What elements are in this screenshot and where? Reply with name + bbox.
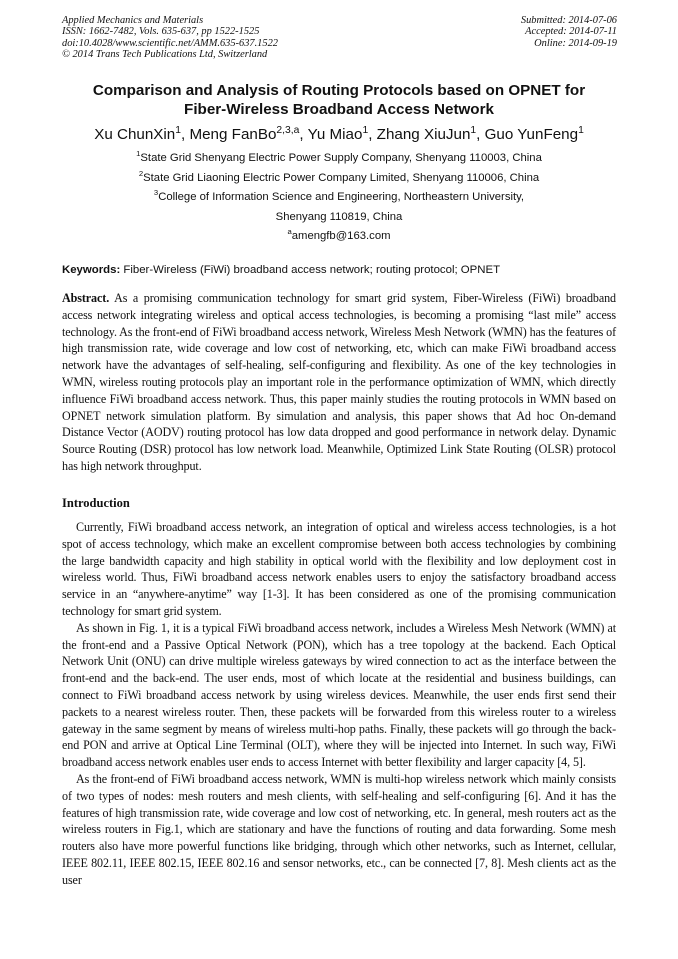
author-separator: , <box>299 126 308 143</box>
accepted-date: Accepted: 2014-07-11 <box>525 26 617 38</box>
author-list <box>20 125 658 145</box>
affiliation-text: State Grid Shenyang Electric Power Supply Company, Shenyang 110003, China <box>140 152 542 164</box>
affiliation-2 <box>30 169 648 184</box>
author-affiliation-mark: 1 <box>362 124 369 136</box>
journal-header-left <box>62 15 278 61</box>
author-affiliation-mark: 1 <box>470 124 477 136</box>
author-name: Guo YunFeng <box>484 126 579 143</box>
author-affiliation-mark: 2,3,a <box>276 124 300 136</box>
affiliation-1 <box>30 149 648 164</box>
keywords <box>62 264 622 276</box>
author-separator: , <box>476 126 485 143</box>
affiliation-mark: 1 <box>136 149 141 159</box>
keywords-text: Fiber-Wireless (FiWi) broadband access network; routing protocol; OPNET <box>120 264 501 276</box>
abstract-label: Abstract. <box>62 291 110 305</box>
issn-line: ISSN: 1662-7482, Vols. 635-637, pp 1522-1525 <box>62 26 260 38</box>
author-name: Yu Miao <box>307 126 363 143</box>
affiliation-3-continued: Shenyang 110819, China <box>275 211 403 223</box>
copyright-line: © 2014 Trans Tech Publications Ltd, Switzerland <box>62 49 268 61</box>
author-name: Zhang XiuJun <box>376 126 471 143</box>
author-separator: , <box>181 126 190 143</box>
author-separator: , <box>368 126 377 143</box>
paragraph: As the front-end of FiWi broadband access network, WMN is multi-hop wireless network which mainly consists of two types of nodes: mesh routers and mesh clients, with self-healing and self-configuring [6]. And it has the features of high transmission rate, wide coverage and low cost of networking, etc. In general, mesh routers act as the wireless routers in Fig.1, which are stationary and have the functions of routing and data forwarding. Some mesh routers also have more powerful functions like bridging, through which other networks, such as Internet, cellular, IEEE 802.11, IEEE 802.15, IEEE 802.16 and sensor networks, etc., can be connected [7, 8]. Mesh clients act as the user <box>62 771 616 887</box>
paragraph: Currently, FiWi broadband access network, an integration of optical and wireless access technologies, is a hot spot of access technology, which make an excellent compromise between both access technologies by combining the large bandwidth capacity and high stability in optical world with the flexibility and low deployment cost in wireless world. Thus, FiWi broadband access network enables users to enjoy the satisfactory broadband access service in an “anywhere-anytime” way [1-3]. It has been considered as one of the promising communication technology for smart grid system. <box>62 520 616 618</box>
introduction-body <box>62 519 616 889</box>
paragraph: As shown in Fig. 1, it is a typical FiWi broadband access network, includes a Wireless Mesh Network (WMN) at the front-end and a Passive Optical Network (PON), which has a tree topology at the backend. Each Optical Network Unit (ONU) can drive multiple wireless gateways by wired connection to act as the interface between the front-end and the back-end. The user ends, most of which locate at the residential and business buildings, can connect to FiWi broadband access network by using wireless devices. Meanwhile, the user ends first send their packets to a nearest wireless router. Then, these packets will be forwarded from this wireless router to a wireless gateway in the same segment by means of wireless multi-hop paths. Finally, these packets will go through the back-end PON and arrive at Optical Line Terminal (OLT), where they will be injected into Internet. In such way, FiWi broadband access network enables user ends to access Internet with better flexibility and larger capacity [4, 5]. <box>62 620 616 770</box>
section-heading-introduction: Introduction <box>62 496 130 510</box>
abstract-text: As a promising communication technology for smart grid system, Fiber-Wireless (FiWi) broadband access network integrating wireless and optical access technologies, is becoming a promising “last mile” access technology. As the front-end of FiWi broadband access network, Wireless Mesh Network (WMN) has the features of high transmission rate, wide coverage and low cost of networking, etc, which can make FiWi broadband access network have the advantages of self-healing, self-configuring and flexibility. As one of the key technologies in WMN, wireless routing protocols play an important role in the performance optimization of WMN, which directly influence FiWi broadband access network. Thus, this paper mainly studies the routing protocols in WMN based on OPNET network simulation platform. By simulation and analysis, this paper shows that Ad hoc On-demand Distance Vector (AODV) routing protocol has low data dropped and good performance in network delay. Dynamic Source Routing (DSR) protocol has low network load. Meanwhile, Optimized Link State Routing (OLSR) protocol has high network throughput. <box>62 291 616 473</box>
paper-title <box>40 81 638 119</box>
email-address: amengfb@163.com <box>291 230 391 242</box>
author-name: Meng FanBo <box>189 126 277 143</box>
affiliation-text: College of Information Science and Engineering, Northeastern University, <box>158 191 525 203</box>
title-line-2: Fiber-Wireless Broadband Access Network <box>184 101 494 118</box>
affiliation-text: State Grid Liaoning Electric Power Company Limited, Shenyang 110006, China <box>143 172 540 184</box>
title-line-1: Comparison and Analysis of Routing Protocols based on OPNET for <box>92 82 586 99</box>
journal-header-right <box>521 15 617 49</box>
journal-name: Applied Mechanics and Materials <box>62 15 204 26</box>
abstract <box>62 290 616 475</box>
author-name: Xu ChunXin <box>94 126 176 143</box>
affiliation-mark: 2 <box>138 169 144 179</box>
submitted-date: Submitted: 2014-07-06 <box>520 15 617 26</box>
email-mark: a <box>287 227 292 237</box>
online-date: Online: 2014-09-19 <box>534 37 617 49</box>
affiliation-3 <box>30 188 648 203</box>
doi-line: doi:10.4028/www.scientific.net/AMM.635-637.1522 <box>62 37 278 49</box>
author-affiliation-mark: 1 <box>578 124 584 136</box>
affiliation-mark: 3 <box>153 188 159 198</box>
keywords-label: Keywords: <box>62 264 121 276</box>
author-affiliation-mark: 1 <box>175 124 181 136</box>
corresponding-email <box>30 227 648 242</box>
